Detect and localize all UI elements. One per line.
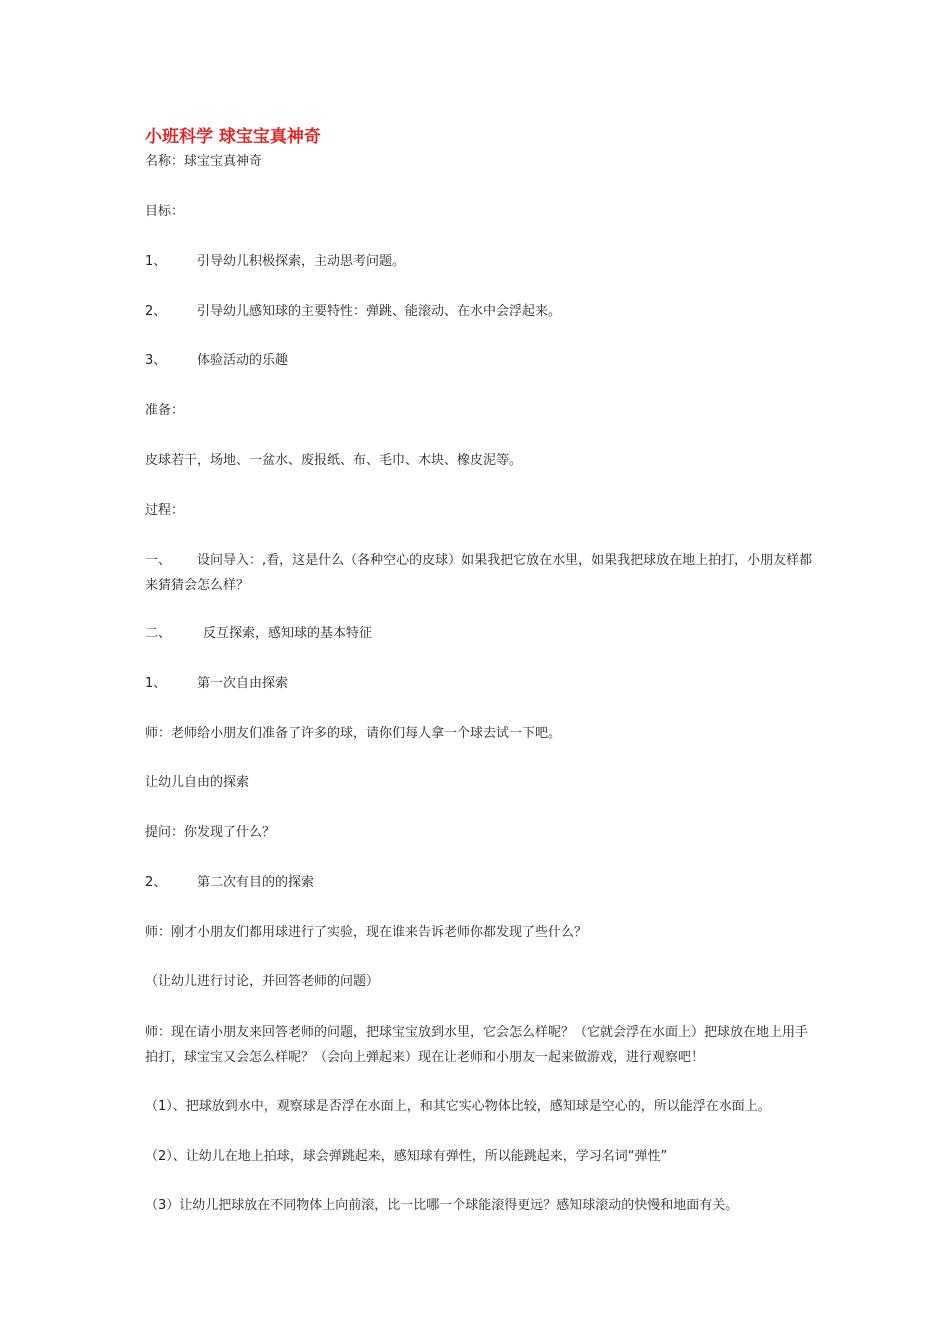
step-number: 一、 (145, 553, 172, 568)
substep-number: 2、 (145, 875, 167, 890)
document-title: 小班科学 球宝宝真神奇 (145, 127, 321, 147)
substep-2 (145, 871, 815, 895)
goal-item-1 (145, 250, 815, 274)
process-heading: 过程： (145, 503, 185, 518)
teacher-line-2: 师：刚才小朋友们都用球进行了实验，现在谁来告诉老师你都发现了些什么？ (145, 925, 588, 940)
substep-text: 第二次有目的的探索 (197, 875, 315, 890)
teacher-line-1: 师：老师给小朋友们准备了许多的球，请你们每人拿一个球去试一下吧。 (145, 726, 562, 741)
discussion-line: （让幼儿进行讨论，并回答老师的问题） (145, 974, 380, 989)
prep-heading: 准备： (145, 403, 185, 418)
substep-number: 1、 (145, 676, 167, 691)
step-1 (145, 548, 815, 598)
prep-text: 皮球若干，场地、一盆水、废报纸、布、毛巾、木块、橡皮泥等。 (145, 453, 523, 468)
goal-number: 2、 (145, 304, 167, 319)
observation-1: （1）、把球放到水中，观察球是否浮在水面上，和其它实心物体比较，感知球是空心的，所以能浮在水面上。 (145, 1099, 771, 1114)
goal-text: 体验活动的乐趣 (197, 353, 289, 368)
goal-item-2 (145, 300, 815, 324)
substep-1 (145, 672, 815, 696)
step-2 (145, 622, 815, 646)
goal-text: 引导幼儿感知球的主要特性：弹跳、能滚动、在水中会浮起来。 (197, 304, 562, 319)
observation-2: （2）、让幼儿在地上拍球，球会弹跳起来，感知球有弹性，所以能跳起来，学习名词“弹性” (145, 1149, 668, 1164)
observation-3: （3）让幼儿把球放在不同物体上向前滚，比一比哪一个球能滚得更远？感知球滚动的快慢和地面有关。 (145, 1198, 739, 1213)
step-text: 设问导入：,看，这是什么（各种空心的皮球）如果我把它放在水里，如果我把球放在地上拍打，小朋友样都来猜猜会怎么样？ (145, 553, 813, 593)
free-explore-line: 让幼儿自由的探索 (145, 775, 250, 790)
goal-text: 引导幼儿积极探索，主动思考问题。 (197, 254, 406, 269)
goals-heading: 目标： (145, 204, 185, 219)
step-number: 二、 (145, 626, 172, 641)
substep-text: 第一次自由探索 (197, 676, 289, 691)
goal-number: 1、 (145, 254, 167, 269)
question-line: 提问：你发现了什么？ (145, 825, 276, 840)
teacher-line-3: 师：现在请小朋友来回答老师的问题，把球宝宝放到水里，它会怎么样呢？（它就会浮在水面上）把球放在地上用手拍打，球宝宝又会怎么样呢？（会向上弹起来）现在让老师和小朋友一起来做游戏，进行观察吧！ (145, 1025, 809, 1065)
name-line: 名称：球宝宝真神奇 (145, 154, 263, 169)
step-text: 反互探索，感知球的基本特征 (203, 626, 373, 641)
goal-item-3 (145, 349, 815, 373)
goal-number: 3、 (145, 353, 167, 368)
